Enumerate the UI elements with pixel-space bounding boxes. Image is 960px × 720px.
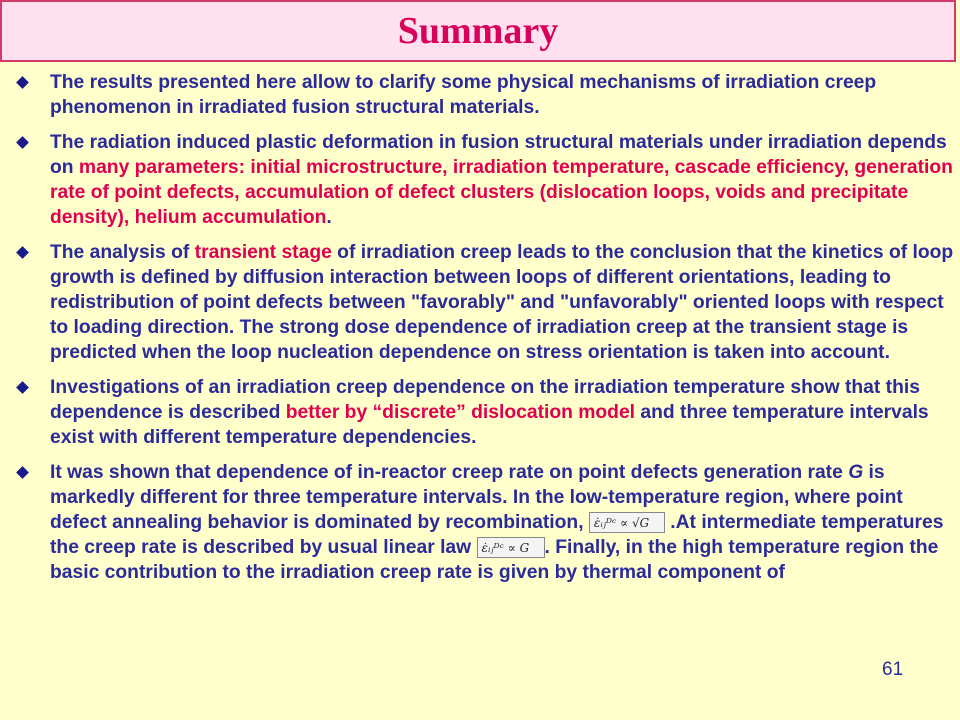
bullet-list [18, 70, 954, 595]
bullet-item-3 [18, 240, 954, 365]
generation-rate-symbol: G [848, 462, 864, 483]
bullet-text: The results presented here allow to clarify some physical mechanisms of irradiation creep phenomenon in irradiated fusion structural materials. [50, 72, 877, 118]
bullet-item-4 [18, 375, 954, 450]
bullet-text: of irradiation creep leads to the conclusion that the kinetics of loop growth is defined by diffusion interaction between loops of different orientations, leading to redistribution of point defects between "favorably" and "unfavorably" oriented loops with respect to loading direction. The strong dose dependence of irradiation creep at the transient stage is predicted when the loop nucleation dependence on stress orientation is taken into account. [50, 242, 954, 363]
bullet-text: The radiation induced plastic deformation in fusion structural materials under irradiation depends on [50, 132, 947, 178]
diamond-bullet-icon [16, 466, 29, 479]
bullet-text: The analysis of [50, 242, 195, 263]
bullet-item-2 [18, 130, 954, 230]
bullet-text: .At intermediate temperatures the creep rate is described by usual linear law [50, 512, 944, 558]
bullet-text: Investigations of an irradiation creep dependence on the irradiation temperature show that this dependence is described [50, 377, 920, 423]
highlighted-text: transient stage [194, 242, 332, 263]
bullet-text: It was shown that dependence of in-reactor creep rate on point defects generation rate [50, 462, 849, 483]
slide-title: Summary [397, 10, 559, 52]
bullet-text: . Finally, in the high temperature region the basic contribution to the irradiation creep rate is given by thermal component of [50, 537, 939, 583]
sqrt-law-formula: ε̇ᵢⱼᴰᶜ ∝ √G [589, 512, 665, 533]
diamond-bullet-icon [16, 246, 29, 259]
linear-law-formula: ε̇ᵢⱼᴰᶜ ∝ G [477, 537, 545, 558]
highlighted-text: better by “discrete” dislocation model [285, 402, 636, 423]
highlighted-text: many parameters: initial microstructure, irradiation temperature, cascade efficiency, generation rate of point defects, accumulation of defect clusters (dislocation loops, voids and precipitate density), helium accumulation [50, 157, 953, 228]
bullet-item-5 [18, 460, 954, 585]
page-number: 61 [882, 659, 904, 680]
bullet-text: and three temperature intervals exist with different temperature dependencies. [50, 402, 929, 448]
diamond-bullet-icon [16, 136, 29, 149]
diamond-bullet-icon [16, 381, 29, 394]
bullet-item-1 [18, 70, 954, 120]
bullet-text: . [326, 207, 332, 228]
bullet-text: is markedly different for three temperature intervals. In the low-temperature region, where point defect annealing behavior is dominated by recombination, [50, 462, 903, 533]
diamond-bullet-icon [16, 76, 29, 89]
